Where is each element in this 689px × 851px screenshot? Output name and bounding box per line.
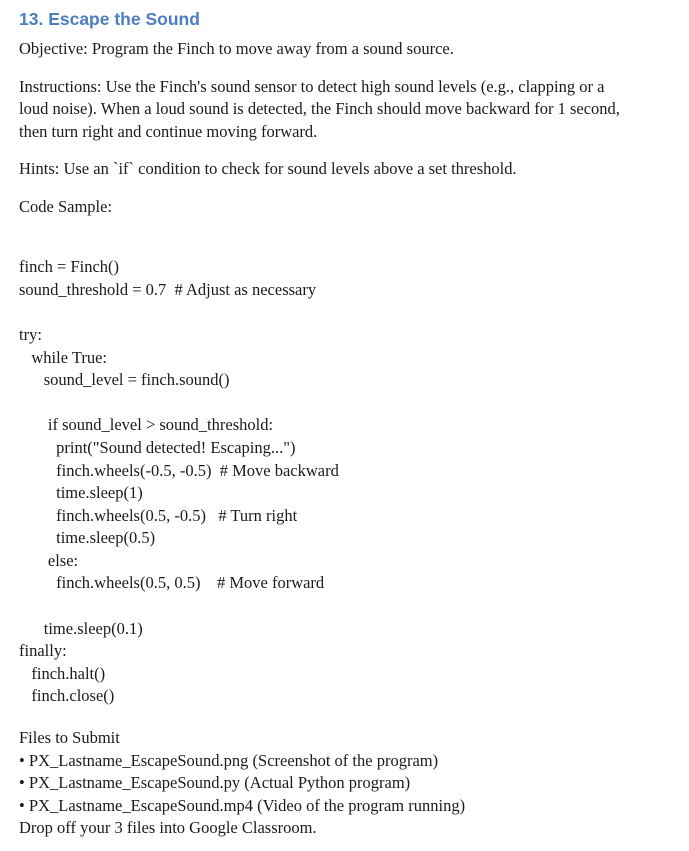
code-line: finch.wheels(-0.5, -0.5) # Move backward: [19, 460, 339, 480]
dropoff-text: Drop off your 3 files into Google Classroom.: [19, 818, 317, 838]
instructions-text: [19, 76, 674, 144]
code-line: sound_level = finch.sound(): [19, 370, 230, 390]
objective-text: Objective: Program the Finch to move away from a sound source.: [19, 39, 454, 58]
code-line: sound_threshold = 0.7 # Adjust as necessary: [19, 279, 317, 299]
code-line: time.sleep(0.1): [19, 618, 143, 638]
files-heading: Files to Submit: [19, 728, 120, 748]
code-line: [19, 595, 674, 618]
code-line: finch.halt(): [19, 663, 106, 683]
page-title: 13. Escape the Sound: [19, 9, 200, 29]
code-line: [19, 392, 674, 415]
files-section: [19, 727, 674, 840]
code-line: else:: [19, 550, 79, 570]
instructions-line: Instructions: Use the Finch's sound sensor to detect high sound levels (e.g., clapping or a: [19, 76, 605, 96]
code-line: [19, 234, 674, 257]
code-line: finch = Finch(): [19, 257, 120, 277]
code-line: while True:: [19, 347, 108, 367]
code-line: time.sleep(1): [19, 483, 143, 503]
code-line: if sound_level > sound_threshold:: [19, 415, 274, 435]
code-line: time.sleep(0.5): [19, 528, 156, 548]
code-line: try:: [19, 324, 42, 344]
instructions-line: loud noise). When a loud sound is detected, the Finch should move backward for 1 second,: [19, 99, 620, 119]
code-line: finch.wheels(0.5, 0.5) # Move forward: [19, 573, 325, 593]
file-item: • PX_Lastname_EscapeSound.py (Actual Python program): [19, 773, 411, 793]
files-list: [19, 750, 674, 818]
code-line: finally:: [19, 641, 67, 661]
file-item: • PX_Lastname_EscapeSound.mp4 (Video of the program running): [19, 795, 466, 815]
file-item: • PX_Lastname_EscapeSound.png (Screenshot of the program): [19, 750, 439, 770]
instructions-line: then turn right and continue moving forward.: [19, 121, 318, 141]
code-line: [19, 301, 674, 324]
code-sample-label: Code Sample:: [19, 196, 113, 216]
code-line: finch.close(): [19, 686, 115, 706]
code-line: print("Sound detected! Escaping..."): [19, 437, 296, 457]
code-block: [19, 234, 674, 708]
hints-text: Hints: Use an `if` condition to check for sound levels above a set threshold.: [19, 159, 517, 179]
code-line: finch.wheels(0.5, -0.5) # Turn right: [19, 505, 298, 525]
